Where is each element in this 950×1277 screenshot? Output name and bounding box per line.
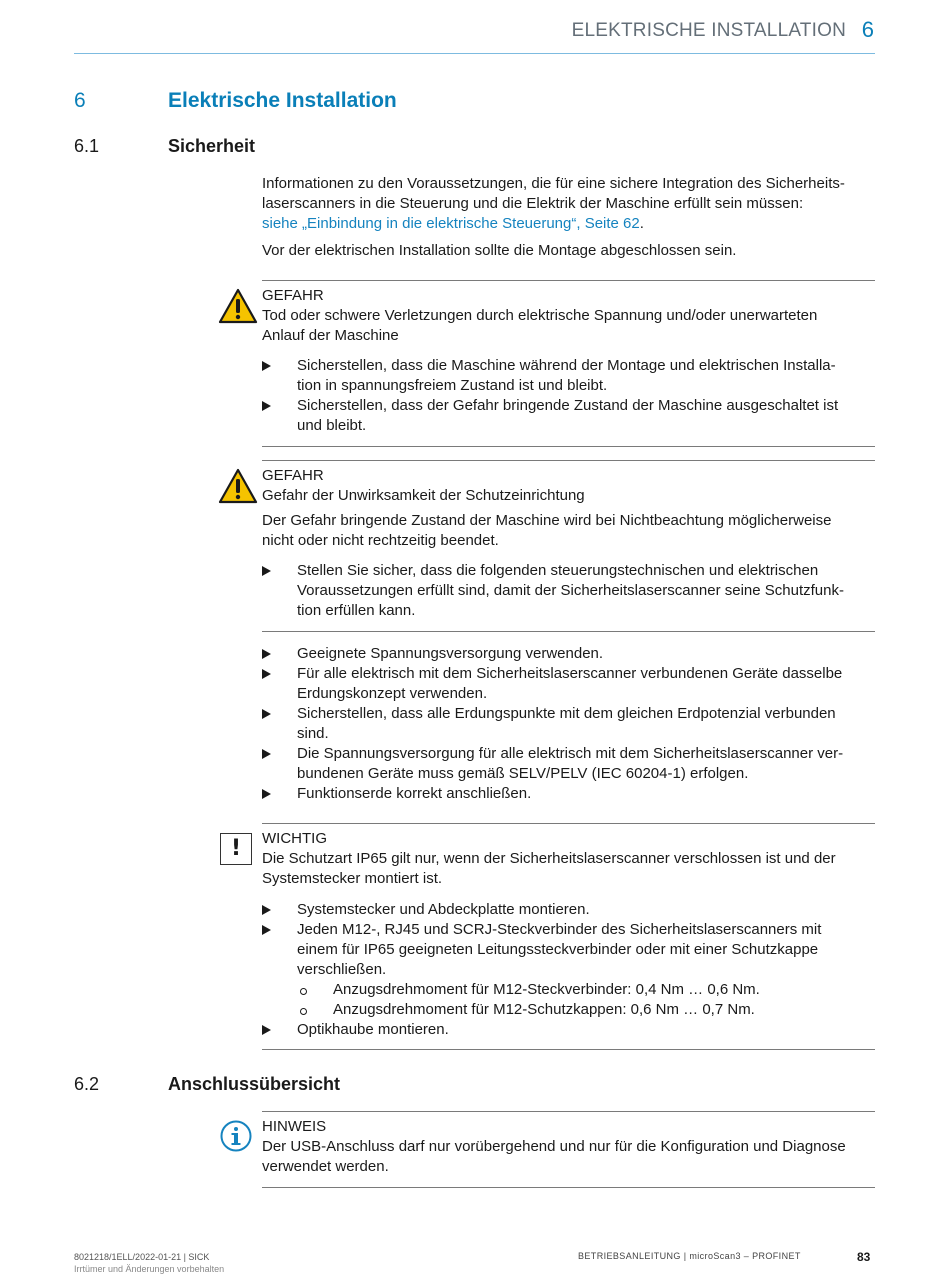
list-item: [262, 900, 875, 920]
danger-subtitle: Gefahr der Unwirksamkeit der Schutzeinrichtung: [262, 487, 585, 504]
danger-2-description: [262, 511, 875, 551]
note-text: Der USB-Anschluss darf nur vorübergehend und nur für die Konfiguration und Diagnose: [262, 1138, 846, 1155]
list-item: [262, 704, 875, 744]
danger-rule-top: [262, 280, 875, 281]
important-label: WICHTIG: [262, 830, 327, 847]
danger-block-1: [262, 286, 875, 346]
danger-2-actions: [262, 561, 875, 621]
danger-label: GEFAHR: [262, 287, 324, 304]
list-item: [262, 664, 875, 704]
note-label: HINWEIS: [262, 1118, 327, 1135]
note-text: verwendet werden.: [262, 1158, 389, 1175]
list-item-text: Sicherstellen, dass alle Erdungspunkte mit dem gleichen Erdpotenzial verbunden: [297, 705, 836, 722]
important-actions-end: [262, 1020, 875, 1040]
important-rule-bottom: [262, 1049, 875, 1050]
section-number-6-2: 6.2: [74, 1074, 100, 1094]
bullet-arrow-icon: [262, 361, 271, 371]
list-item: [262, 1020, 875, 1040]
list-item: [262, 744, 875, 784]
danger-text: Der Gefahr bringende Zustand der Maschine wird bei Nichtbeachtung möglicherweise: [262, 512, 832, 529]
list-item: [262, 561, 875, 621]
list-item-text: Sicherstellen, dass der Gefahr bringende Zustand der Maschine ausgeschaltet ist: [297, 397, 839, 414]
bullet-circle-icon: [300, 988, 307, 995]
footer-document-info: [74, 1251, 224, 1275]
important-block: [262, 829, 875, 889]
important-text: Systemstecker montiert ist.: [262, 870, 443, 887]
warning-triangle-icon: [218, 288, 258, 324]
important-exclamation-icon: !: [220, 833, 252, 865]
important-rule-top: [262, 823, 875, 824]
bullet-arrow-icon: [262, 925, 271, 935]
bullet-circle-icon: [300, 1008, 307, 1015]
list-item-text: tion in spannungsfreiem Zustand ist und bleibt.: [297, 377, 608, 394]
bullet-arrow-icon: [262, 669, 271, 679]
list-item-text: bundenen Geräte muss gemäß SELV/PELV (IEC 60204-1) erfolgen.: [297, 765, 749, 782]
list-item-text: Optikhaube montieren.: [297, 1021, 449, 1038]
danger-1-actions: [262, 356, 875, 436]
danger-label: GEFAHR: [262, 467, 324, 484]
bullet-arrow-icon: [262, 905, 271, 915]
torque-sublist: [262, 980, 875, 1020]
warning-triangle-icon: [218, 468, 258, 504]
list-item: [262, 920, 875, 980]
list-item: [262, 784, 875, 804]
important-text: Die Schutzart IP65 gilt nur, wenn der Sicherheitslaserscanner verschlossen ist und der: [262, 850, 836, 867]
bullet-arrow-icon: [262, 709, 271, 719]
running-header-title: ELEKTRISCHE INSTALLATION: [571, 20, 846, 41]
list-item-text: verschließen.: [297, 961, 387, 978]
danger-rule-bottom: [262, 631, 875, 632]
note-rule-top: [262, 1111, 875, 1112]
intro-line: Informationen zu den Voraussetzungen, die für eine sichere Integration des Sicherheits-: [262, 175, 845, 192]
list-item-text: Für alle elektrisch mit dem Sicherheitslaserscanner verbundenen Geräte dasselbe: [297, 665, 843, 682]
page-number: 83: [857, 1250, 871, 1264]
list-item: [262, 644, 875, 664]
list-item-text: und bleibt.: [297, 417, 367, 434]
section-title-6-1: Sicherheit: [168, 136, 256, 156]
danger-rule-bottom: [262, 446, 875, 447]
list-item-text: Geeignete Spannungsversorgung verwenden.: [297, 645, 604, 662]
list-item-text: Erdungskonzept verwenden.: [297, 685, 488, 702]
bullet-arrow-icon: [262, 566, 271, 576]
bullet-arrow-icon: [262, 1025, 271, 1035]
danger-text: Anlauf der Maschine: [262, 327, 399, 344]
list-item-text: sind.: [297, 725, 329, 742]
sub-list-item: [262, 1000, 875, 1020]
sub-list-item-text: Anzugsdrehmoment für M12-Steckverbinder: 0,4 Nm … 0,6 Nm.: [333, 981, 760, 998]
intro-paragraph-2: Vor der elektrischen Installation sollte die Montage abgeschlossen sein.: [262, 242, 737, 259]
list-item-text: Funktionserde korrekt anschließen.: [297, 785, 532, 802]
running-header-chapter: 6: [861, 17, 874, 42]
danger-text: nicht oder nicht rechtzeitig beendet.: [262, 532, 499, 549]
chapter-title: Elektrische Installation: [168, 89, 397, 112]
list-item: [262, 356, 875, 396]
sub-list-item-text: Anzugsdrehmoment für M12-Schutzkappen: 0,6 Nm … 0,7 Nm.: [333, 1001, 755, 1018]
danger-rule-top: [262, 460, 875, 461]
chapter-number: 6: [74, 89, 86, 112]
intro-punctuation: .: [639, 215, 644, 232]
footer-disclaimer: Irrtümer und Änderungen vorbehalten: [74, 1264, 225, 1274]
info-circle-icon: [220, 1120, 252, 1152]
intro-line: laserscanners in die Steuerung und die Elektrik der Maschine erfüllt sein müssen:: [262, 195, 804, 212]
sub-list-item: [262, 980, 875, 1000]
list-item-text: Die Spannungsversorgung für alle elektrisch mit dem Sicherheitslaserscanner ver-: [297, 745, 844, 762]
header-divider: [74, 53, 875, 54]
installation-steps: [262, 644, 875, 804]
list-item-text: Sicherstellen, dass die Maschine während der Montage und elektrischen Installa-: [297, 357, 836, 374]
section-title-6-2: Anschlussübersicht: [168, 1074, 341, 1094]
list-item-text: Jeden M12-, RJ45 und SCRJ-Steckverbinder des Sicherheitslaserscanners mit: [297, 921, 822, 938]
section-number-6-1: 6.1: [74, 136, 100, 156]
list-item-text: tion erfüllen kann.: [297, 602, 416, 619]
list-item: [262, 396, 875, 436]
list-item-text: Voraussetzungen erfüllt sind, damit der Sicherheitslaserscanner seine Schutzfunk-: [297, 582, 844, 599]
bullet-arrow-icon: [262, 789, 271, 799]
danger-text: Tod oder schwere Verletzungen durch elektrische Spannung und/oder unerwarteten: [262, 307, 818, 324]
footer-manual-title: BETRIEBSANLEITUNG | microScan3 – PROFINET: [578, 1251, 801, 1261]
list-item-text: Stellen Sie sicher, dass die folgenden steuerungstechnischen und elektrischen: [297, 562, 819, 579]
important-actions: [262, 900, 875, 980]
bullet-arrow-icon: [262, 649, 271, 659]
note-block: [262, 1117, 875, 1177]
danger-block-2: [262, 466, 875, 506]
intro-paragraph: [262, 174, 875, 234]
note-rule-bottom: [262, 1187, 875, 1188]
bullet-arrow-icon: [262, 749, 271, 759]
bullet-arrow-icon: [262, 401, 271, 411]
list-item-text: einem für IP65 geeigneten Leitungssteckverbinder oder mit einer Schutzkappe: [297, 941, 819, 958]
list-item-text: Systemstecker und Abdeckplatte montieren.: [297, 901, 590, 918]
cross-reference-link[interactable]: siehe „Einbindung in die elektrische Steuerung“, Seite 62: [262, 215, 640, 232]
footer-doc-number: 8021218/1ELL/2022-01-21 | SICK: [74, 1252, 210, 1262]
